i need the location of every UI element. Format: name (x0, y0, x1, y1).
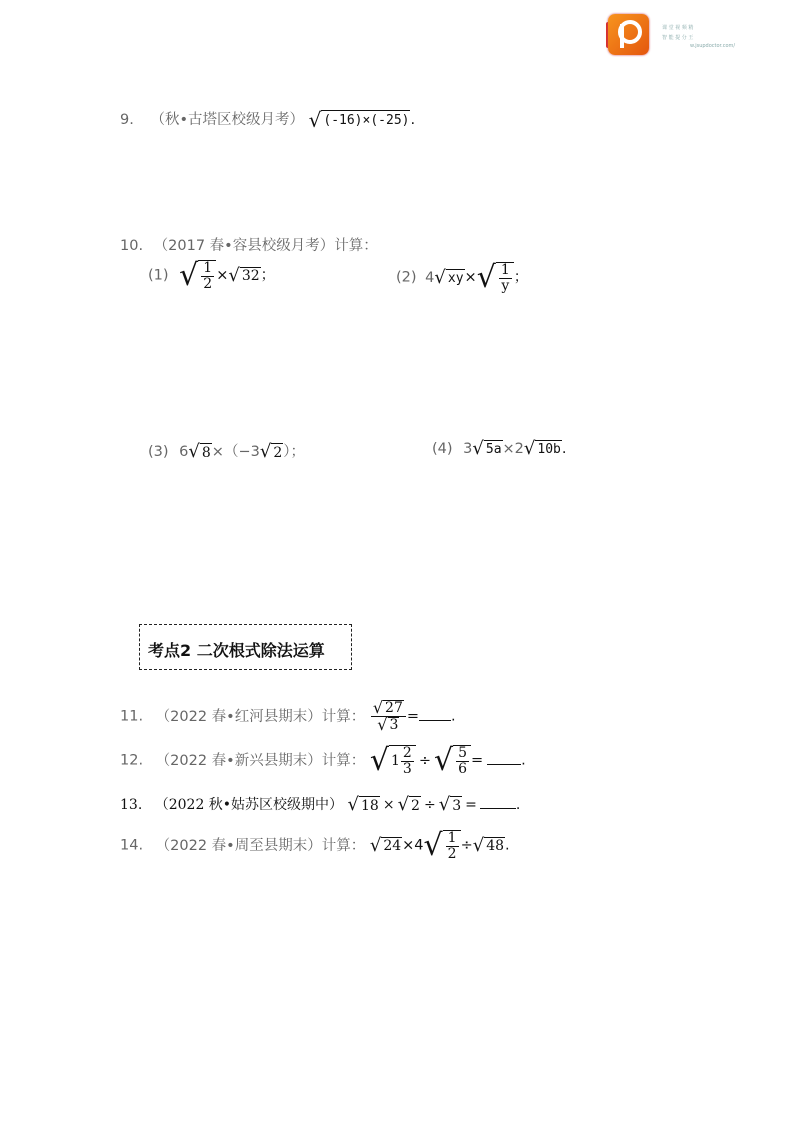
q11-equals: = (406, 708, 420, 725)
q10-p3-rad1: 8 (201, 444, 211, 461)
q13-radical2: √ 2 (397, 794, 420, 815)
q13-number: 13. (120, 797, 143, 813)
q12-num1: 2 (402, 745, 412, 761)
logo-text-2: 智 能 提 分 王 (662, 35, 694, 41)
q10-p4-coef: 3 (463, 441, 473, 457)
q10-p2-end: ； (513, 269, 529, 286)
q10-p2-times: × (464, 269, 477, 286)
question-11 (120, 700, 456, 733)
q13-end: . (515, 797, 521, 813)
q10-p4-radical2: √ 10b (523, 438, 561, 459)
q10-p1-den: 2 (203, 275, 213, 292)
q10-p4-rad1: 5a (485, 442, 502, 457)
q12-number: 12. (120, 752, 144, 769)
q10-p3-rad2: 2 (273, 444, 283, 461)
q10-p1-radical1: √ $\frac{1}{2}$ (179, 260, 216, 291)
logo-url: w.jsupdoctor.com/ (690, 43, 736, 49)
q14-number: 14. (120, 837, 144, 854)
q10-p1-num: 1 (203, 260, 213, 276)
q9-end: . (410, 112, 416, 128)
question-12 (120, 743, 526, 779)
q10-p2-radical2: √ $\frac{1}{y}$ (477, 262, 514, 293)
q10-p2-den: y (501, 277, 510, 294)
q12-den1: 3 (402, 760, 412, 777)
q10-p2-radical1: √ xy (434, 266, 464, 288)
q10-p2-num: 1 (500, 262, 510, 278)
q14-den: 2 (447, 845, 457, 862)
q12-num2: 5 (458, 745, 468, 761)
q10-p3-coef: 6 (179, 444, 189, 460)
q13-rad2: 2 (411, 797, 420, 814)
q11-fraction: √ 27 √ 3 (371, 700, 406, 733)
q11-num: 27 (385, 700, 403, 717)
q9-source: （秋•古塔区校级月考） (150, 112, 305, 128)
q12-end: . (521, 752, 526, 769)
q10-part3 (148, 440, 305, 461)
q10-p3-label: (3) (148, 444, 169, 460)
q10-part2 (396, 260, 529, 296)
q12-radical1: √ 1 $\frac{2}{3}$ (370, 745, 416, 776)
q10-p2-coef: 4 (425, 269, 435, 286)
q10-part4 (432, 440, 566, 458)
q10-p1-label: (1) (148, 267, 169, 284)
q14-rad3: 48 (486, 838, 505, 855)
q13-rad3: 3 (452, 797, 462, 814)
q10-p4-label: (4) (432, 441, 453, 457)
q14-radical3: √ 48 (472, 834, 505, 856)
q12-equals: = (471, 752, 484, 769)
q13-source: （2022 秋•姑苏区校级期中） (154, 797, 344, 813)
q10-p1-rad2: 32 (241, 268, 260, 285)
q14-rad1: 24 (383, 838, 402, 855)
q12-whole: 1 (390, 753, 400, 770)
q12-divide: ÷ (418, 752, 431, 769)
q9-expr: (-16)×(-25) (321, 110, 410, 130)
question-9 (120, 108, 415, 130)
q11-source: （2022 春•红河县期末）计算： (155, 708, 366, 725)
q12-source: （2022 春•新兴县期末）计算： (155, 752, 366, 769)
q11-end: . (451, 708, 456, 725)
logo-icon (608, 14, 649, 55)
q12-den2: 6 (458, 760, 468, 777)
q10-p4-end: . (561, 441, 567, 457)
q10-p3-radical1: √ 8 (188, 441, 211, 462)
question-13 (120, 794, 520, 814)
q10-p2-rad1: xy (447, 270, 464, 286)
question-14 (120, 828, 510, 864)
q14-divide: ÷ (460, 837, 473, 854)
q11-den: 3 (389, 717, 399, 734)
q10-number: 10. (120, 238, 144, 254)
q11-number: 11. (120, 708, 144, 725)
q10-p4-rad2: 10b (537, 442, 561, 457)
question-10 (120, 234, 378, 255)
q13-rad1: 18 (361, 797, 379, 814)
q9-number: 9. (120, 112, 134, 128)
q14-times: ×4 (402, 837, 424, 854)
q13-equals: = (465, 797, 477, 813)
q13-radical1: √ 18 (347, 794, 379, 815)
q14-source: （2022 春•周至县期末）计算： (155, 837, 366, 854)
q13-blank[interactable] (480, 808, 516, 809)
q12-radical2: √ $\frac{5}{6}$ (434, 745, 471, 776)
q14-radical2: √ $\frac{1}{2}$ (424, 830, 461, 861)
q12-blank[interactable] (487, 764, 521, 765)
q14-end: . (505, 837, 510, 854)
q13-divide: ÷ (423, 797, 436, 813)
q9-radical: √ (-16)×(-25) (308, 108, 410, 132)
q11-blank[interactable] (419, 720, 451, 721)
q10-p1-times: × (216, 267, 229, 284)
q10-p4-radical1: √ 5a (472, 438, 502, 459)
q10-p3-paren-close: ）； (283, 444, 305, 460)
q10-part1 (148, 258, 276, 294)
q14-radical1: √ 24 (369, 834, 402, 856)
q10-p3-times: × (211, 444, 224, 460)
q10-p2-label: (2) (396, 269, 417, 286)
logo-text-1: 课 堂 视 频 精 (662, 25, 694, 31)
q13-radical3: √ 3 (438, 794, 462, 815)
q10-p3-radical2: √ 2 (259, 441, 283, 462)
q10-p4-times: ×2 (502, 441, 524, 457)
q10-p1-end: ； (260, 267, 276, 284)
q10-p1-radical2: √ 32 (228, 264, 260, 286)
section-title: 考点2 二次根式除法运算 (148, 641, 325, 660)
q10-source: （2017 春•容县校级月考）计算： (153, 238, 378, 254)
q14-num: 1 (447, 830, 457, 846)
q13-times: × (382, 797, 395, 813)
q10-p3-paren-open: （−3 (223, 444, 260, 460)
